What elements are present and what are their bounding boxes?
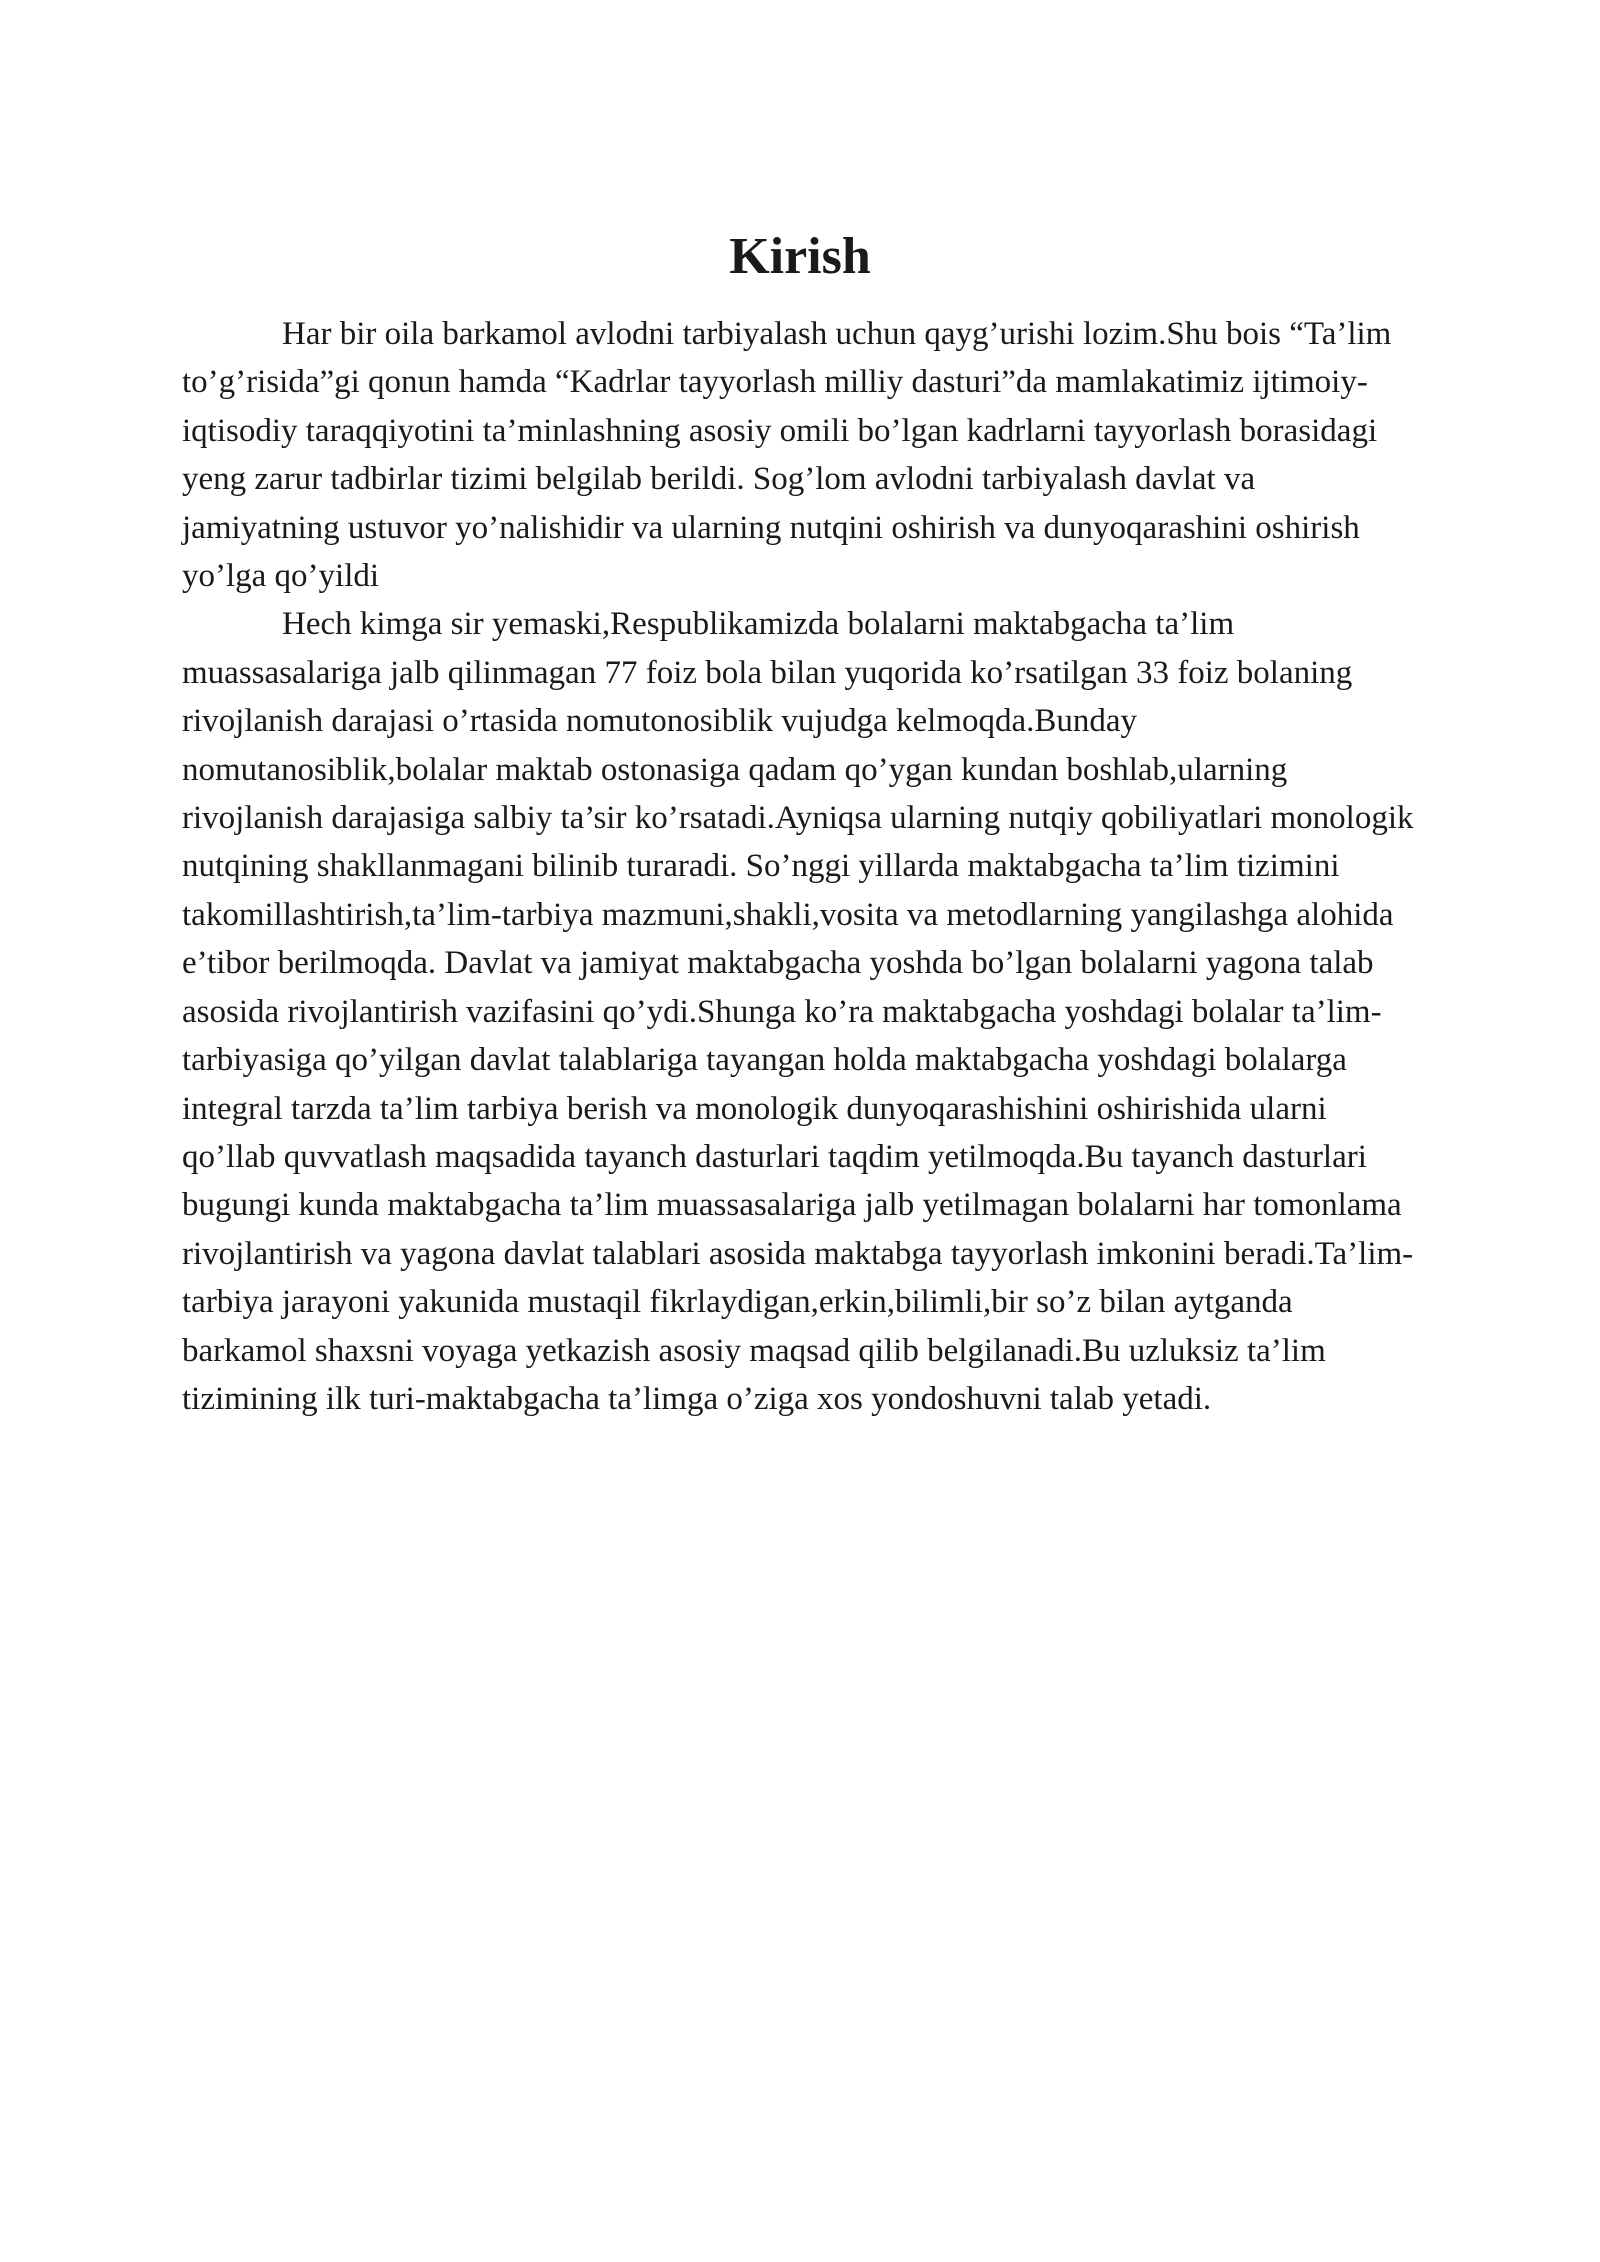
paragraph-1: Har bir oila barkamol avlodni tarbiyalash uchun qayg’urishi lozim.Shu bois “Ta’lim to’g’risida”gi qonun hamda “Kadrlar tayyorlash milliy dasturi”da mamlakatimiz ijtimoiy- iqtisodiy taraqqiyotini ta’minlashning asosiy omili bo’lgan kadrlarni tayyorlash borasidagi yeng zarur tadbirlar tizimi belgilab berildi. Sog’lom avlodni tarbiyalash davlat va jamiyatning ustuvor yo’nalishidir va ularning nutqini oshirish va dunyoqarashini oshirish yo’lga qo’yildi: [182, 316, 1392, 595]
paragraph-2: Hech kimga sir yemaski,Respublikamizda bolalarni maktabgacha ta’lim muassasalariga jalb qilinmagan 77 foiz bola bilan yuqorida ko’rsatilgan 33 foiz bolaning rivojlanish darajasi o’rtasida nomutonosiblik vujudga kelmoqda.Bunday nomutanosiblik,bolalar maktab ostonasiga qadam qo’ygan kundan boshlab,ularning rivojlanish darajasiga salbiy ta’sir ko’rsatadi.Ayniqsa ularning nutqiy qobiliyatlari monologik nutqining shakllanmagani bilinib turaradi. So’nggi yillarda maktabgacha ta’lim tizimini takomillashtirish,ta’lim-tarbiya mazmuni,shakli,vosita va metodlarning yangilashga alohida e’tibor berilmoqda. Davlat va jamiyat maktabgacha yoshda bo’lgan bolalarni yagona talab asosida rivojlantirish vazifasini qo’ydi.Shunga ko’ra maktabgacha yoshdagi bolalar ta’lim-tarbiyasiga qo’yilgan davlat talablariga tayangan holda maktabgacha yoshdagi bolalarga integral tarzda ta’lim tarbiya berish va monologik dunyoqarashishini oshirishida ularni qo’llab quvvatlash maqsadida tayanch dasturlari taqdim yetilmoqda.Bu tayanch dasturlari bugungi kunda maktabgacha ta’lim muassasalariga jalb yetilmagan bolalarni har tomonlama rivojlantirish va yagona davlat talablari asosida maktabga tayyorlash imkonini beradi.Ta’lim-tarbiya jarayoni yakunida mustaqil fikrlaydigan,erkin,bilimli,bir so’z bilan aytganda barkamol shaxsni voyaga yetkazish asosiy maqsad qilib belgilanadi.Bu uzluksiz ta’lim tizimining ilk turi-maktabgacha ta’limga o’ziga xos yondoshuvni talab yetadi.: [182, 606, 1414, 1417]
document-body: [182, 222, 1418, 1423]
page-title: Kirish: [729, 228, 871, 285]
